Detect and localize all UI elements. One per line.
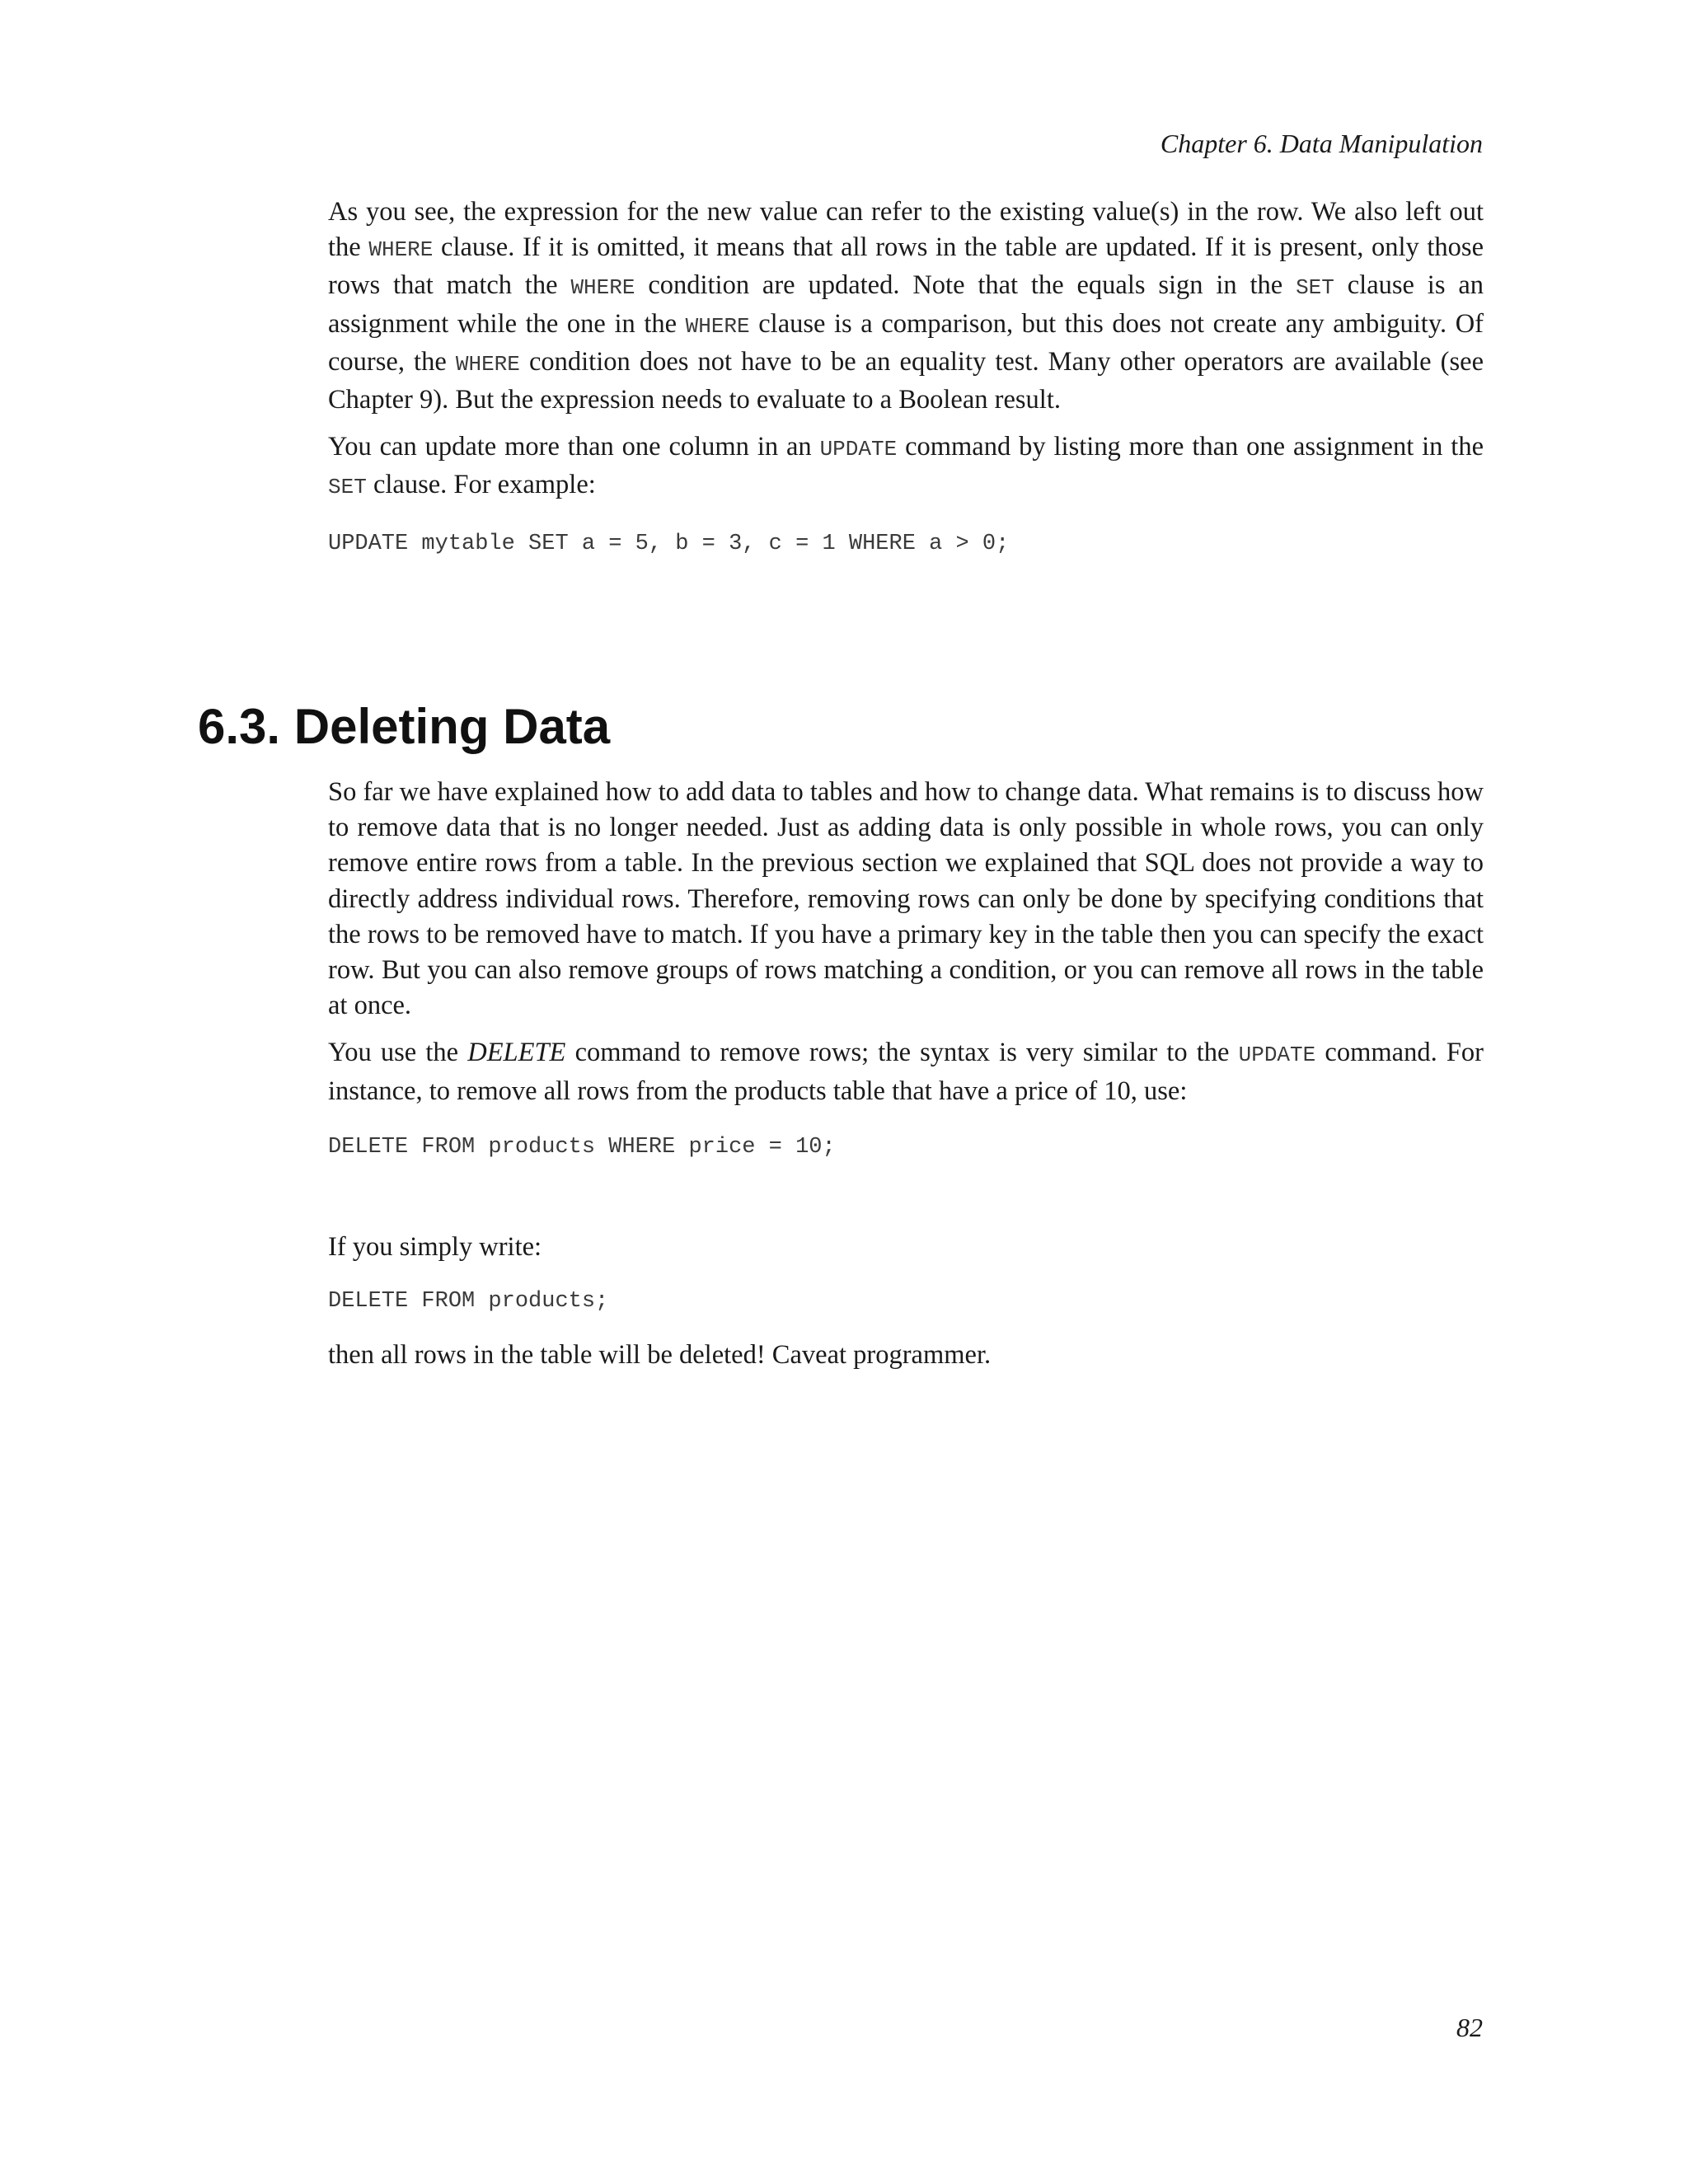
text-run: clause is a comparison, but this does not create any ambiguity. Of course, the xyxy=(328,308,1484,377)
text-run: You can update more than one column in an xyxy=(328,432,820,462)
emphasis-term: DELETE xyxy=(467,1038,566,1068)
body-lower xyxy=(328,775,1484,1373)
inline-code: WHERE xyxy=(455,351,520,377)
code-block-update: UPDATE mytable SET a = 5, b = 3, c = 1 WHERE a > 0; xyxy=(328,531,1010,556)
text-run: command to remove rows; the syntax is very similar to the xyxy=(565,1038,1239,1068)
inline-code: UPDATE xyxy=(1238,1043,1316,1068)
inline-code: UPDATE xyxy=(819,437,898,462)
text-run: As you see, the expression for the new value can refer to the existing value(s) in the row. We also left out the xyxy=(328,197,1484,263)
inline-code: WHERE xyxy=(368,237,434,263)
body-upper xyxy=(328,194,1484,559)
text-run: command. For instance, to remove all rows from the products table that have a price of 10, use: xyxy=(328,1038,1484,1106)
inline-code: SET xyxy=(1296,275,1334,301)
page-number: 82 xyxy=(1456,2013,1483,2042)
text-run: clause. If it is omitted, it means that all rows in the table are updated. If it is present, only those rows that match the xyxy=(328,232,1484,301)
text-run: clause is an assignment while the one in the xyxy=(328,270,1484,339)
paragraph-caveat: then all rows in the table will be deleted! Caveat programmer. xyxy=(328,1340,992,1371)
text-run: condition are updated. Note that the equals sign in the xyxy=(635,270,1296,301)
inline-code: WHERE xyxy=(685,313,750,339)
inline-code: SET xyxy=(328,475,367,500)
paragraph-update-multiple xyxy=(328,429,1484,505)
text-run: command by listing more than one assignment in the xyxy=(897,432,1484,462)
inline-code: WHERE xyxy=(570,275,635,301)
code-block-delete-all: DELETE FROM products; xyxy=(328,1289,609,1315)
running-header: Chapter 6. Data Manipulation xyxy=(1160,129,1483,158)
paragraph-update-explanation xyxy=(328,194,1484,418)
text-run: You use the xyxy=(328,1038,468,1068)
section-heading: 6.3. Deleting Data xyxy=(198,699,611,754)
paragraph-simply-write: If you simply write: xyxy=(328,1231,542,1262)
paragraph-delete-command xyxy=(328,1035,1484,1108)
text-run: condition does not have to be an equality test. Many other operators are available (see Chapter 9). But the expression needs to evaluate to a Boolean result. xyxy=(328,346,1484,415)
text-run: clause. For example: xyxy=(366,470,596,500)
paragraph-deleting-intro: So far we have explained how to add data to tables and how to change data. What remains is to discuss how to remove data that is no longer needed. Just as adding data is only possible in whole rows, you can only remove entire rows from a table. In the previous section we explained that SQL does not provide a way to directly address individual rows. Therefore, removing rows can only be done by specifying conditions that the rows to be removed have to match. If you have a primary key in the table then you can specify the exact row. But you can also remove groups of rows matching a condition, or you can remove all rows in the table at once. xyxy=(328,777,1484,1021)
code-block-delete-where: DELETE FROM products WHERE price = 10; xyxy=(328,1134,836,1160)
